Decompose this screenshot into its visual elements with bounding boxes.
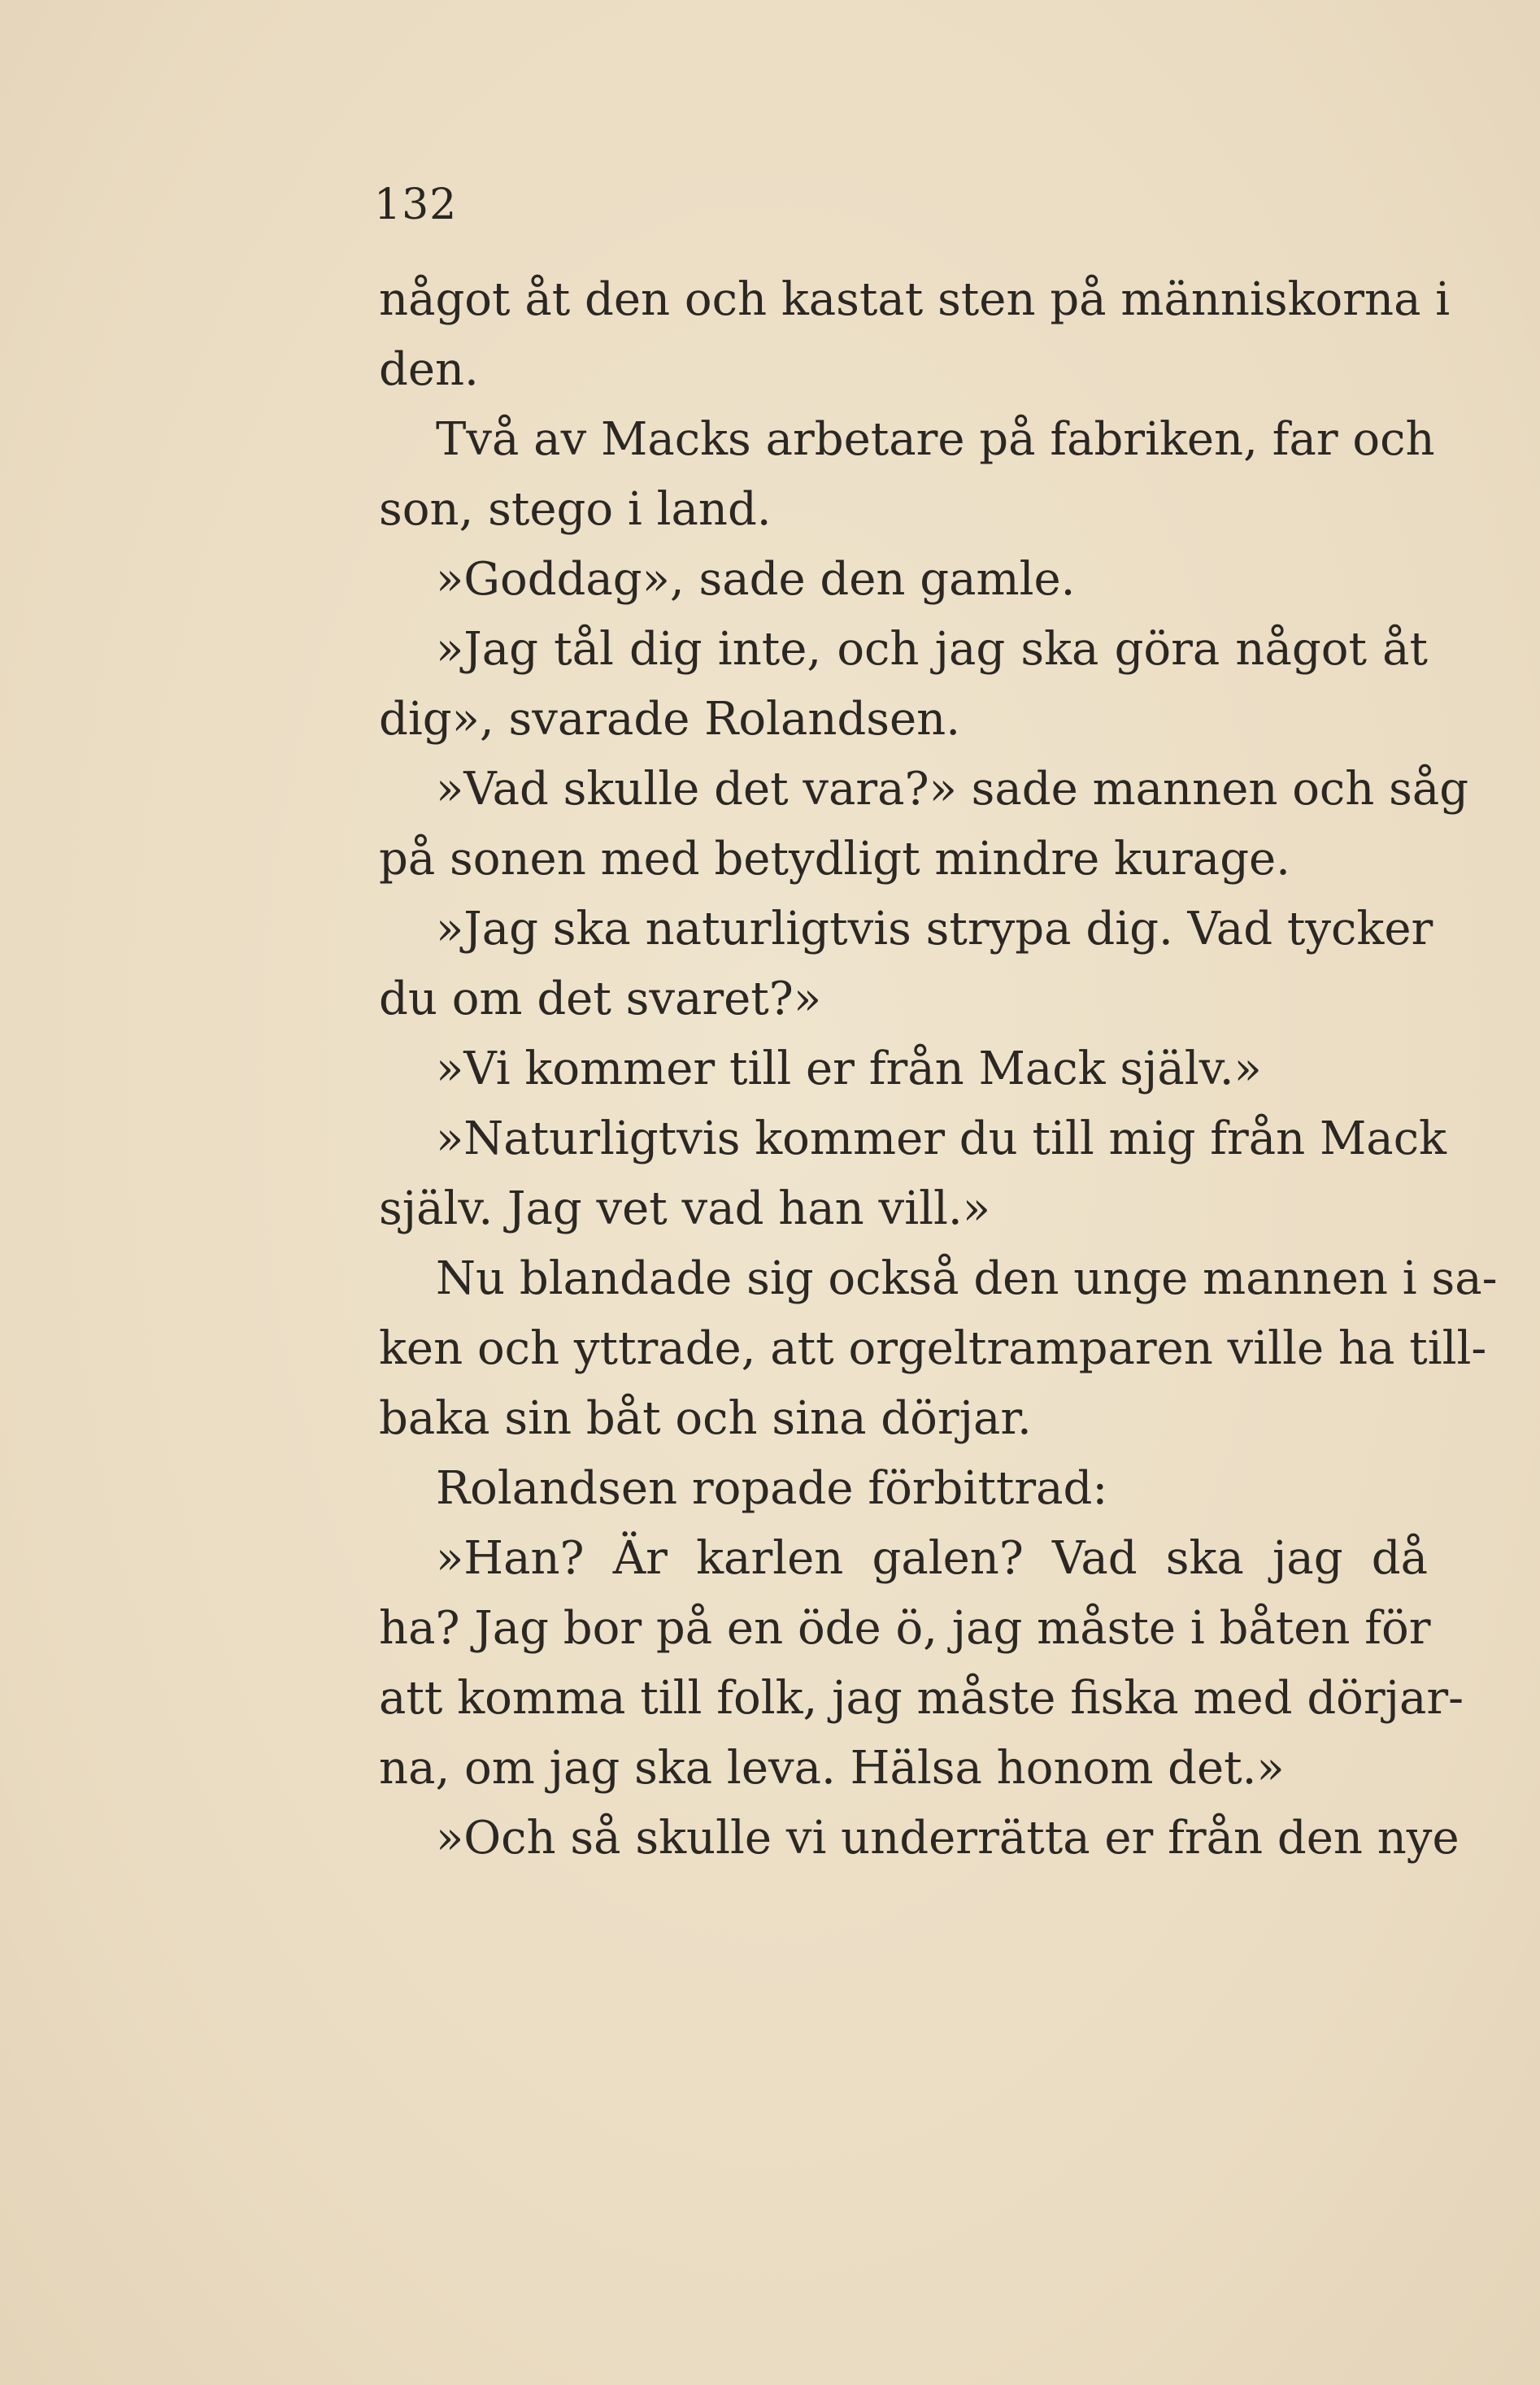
text-line: »Vi kommer till er från Mack själv.»: [436, 1042, 1262, 1095]
body-text: [379, 265, 1498, 1874]
text-line: »Han? Är karlen galen? Vad ska jag då: [436, 1532, 1428, 1585]
text-line: baka sin båt och sina dörjar.: [379, 1392, 1032, 1445]
text-line: att komma till folk, jag måste fiska med dörjar-: [379, 1672, 1464, 1725]
text-line: Rolandsen ropade förbittrad:: [436, 1462, 1108, 1515]
text-line: Två av Macks arbetare på fabriken, far och: [436, 413, 1435, 466]
page-number: 132: [374, 181, 458, 229]
text-line: »Och så skulle vi underrätta er från den nye: [436, 1812, 1460, 1865]
text-line: på sonen med betydligt mindre kurage.: [379, 833, 1290, 886]
text-line: dig», svarade Rolandsen.: [379, 693, 961, 746]
text-line: du om det svaret?»: [379, 973, 822, 1025]
text-line: son, stego i land.: [379, 483, 772, 536]
text-line: ha? Jag bor på en öde ö, jag måste i båten för: [379, 1602, 1431, 1655]
text-line: något åt den och kastat sten på människorna i: [379, 273, 1451, 326]
text-line: ken och yttrade, att orgeltramparen ville ha till-: [379, 1322, 1487, 1375]
text-line: »Jag tål dig inte, och jag ska göra något åt: [436, 623, 1428, 676]
text-line: Nu blandade sig också den unge mannen i sa-: [436, 1252, 1498, 1305]
text-line: »Jag ska naturligtvis strypa dig. Vad tycker: [436, 903, 1433, 955]
text-line: den.: [379, 343, 479, 396]
text-line: »Vad skulle det vara?» sade mannen och såg: [436, 763, 1469, 816]
text-line: »Naturligtvis kommer du till mig från Mack: [436, 1112, 1446, 1165]
text-line: själv. Jag vet vad han vill.»: [379, 1182, 990, 1235]
text-line: »Goddag», sade den gamle.: [436, 553, 1076, 606]
text-line: na, om jag ska leva. Hälsa honom det.»: [379, 1742, 1285, 1795]
